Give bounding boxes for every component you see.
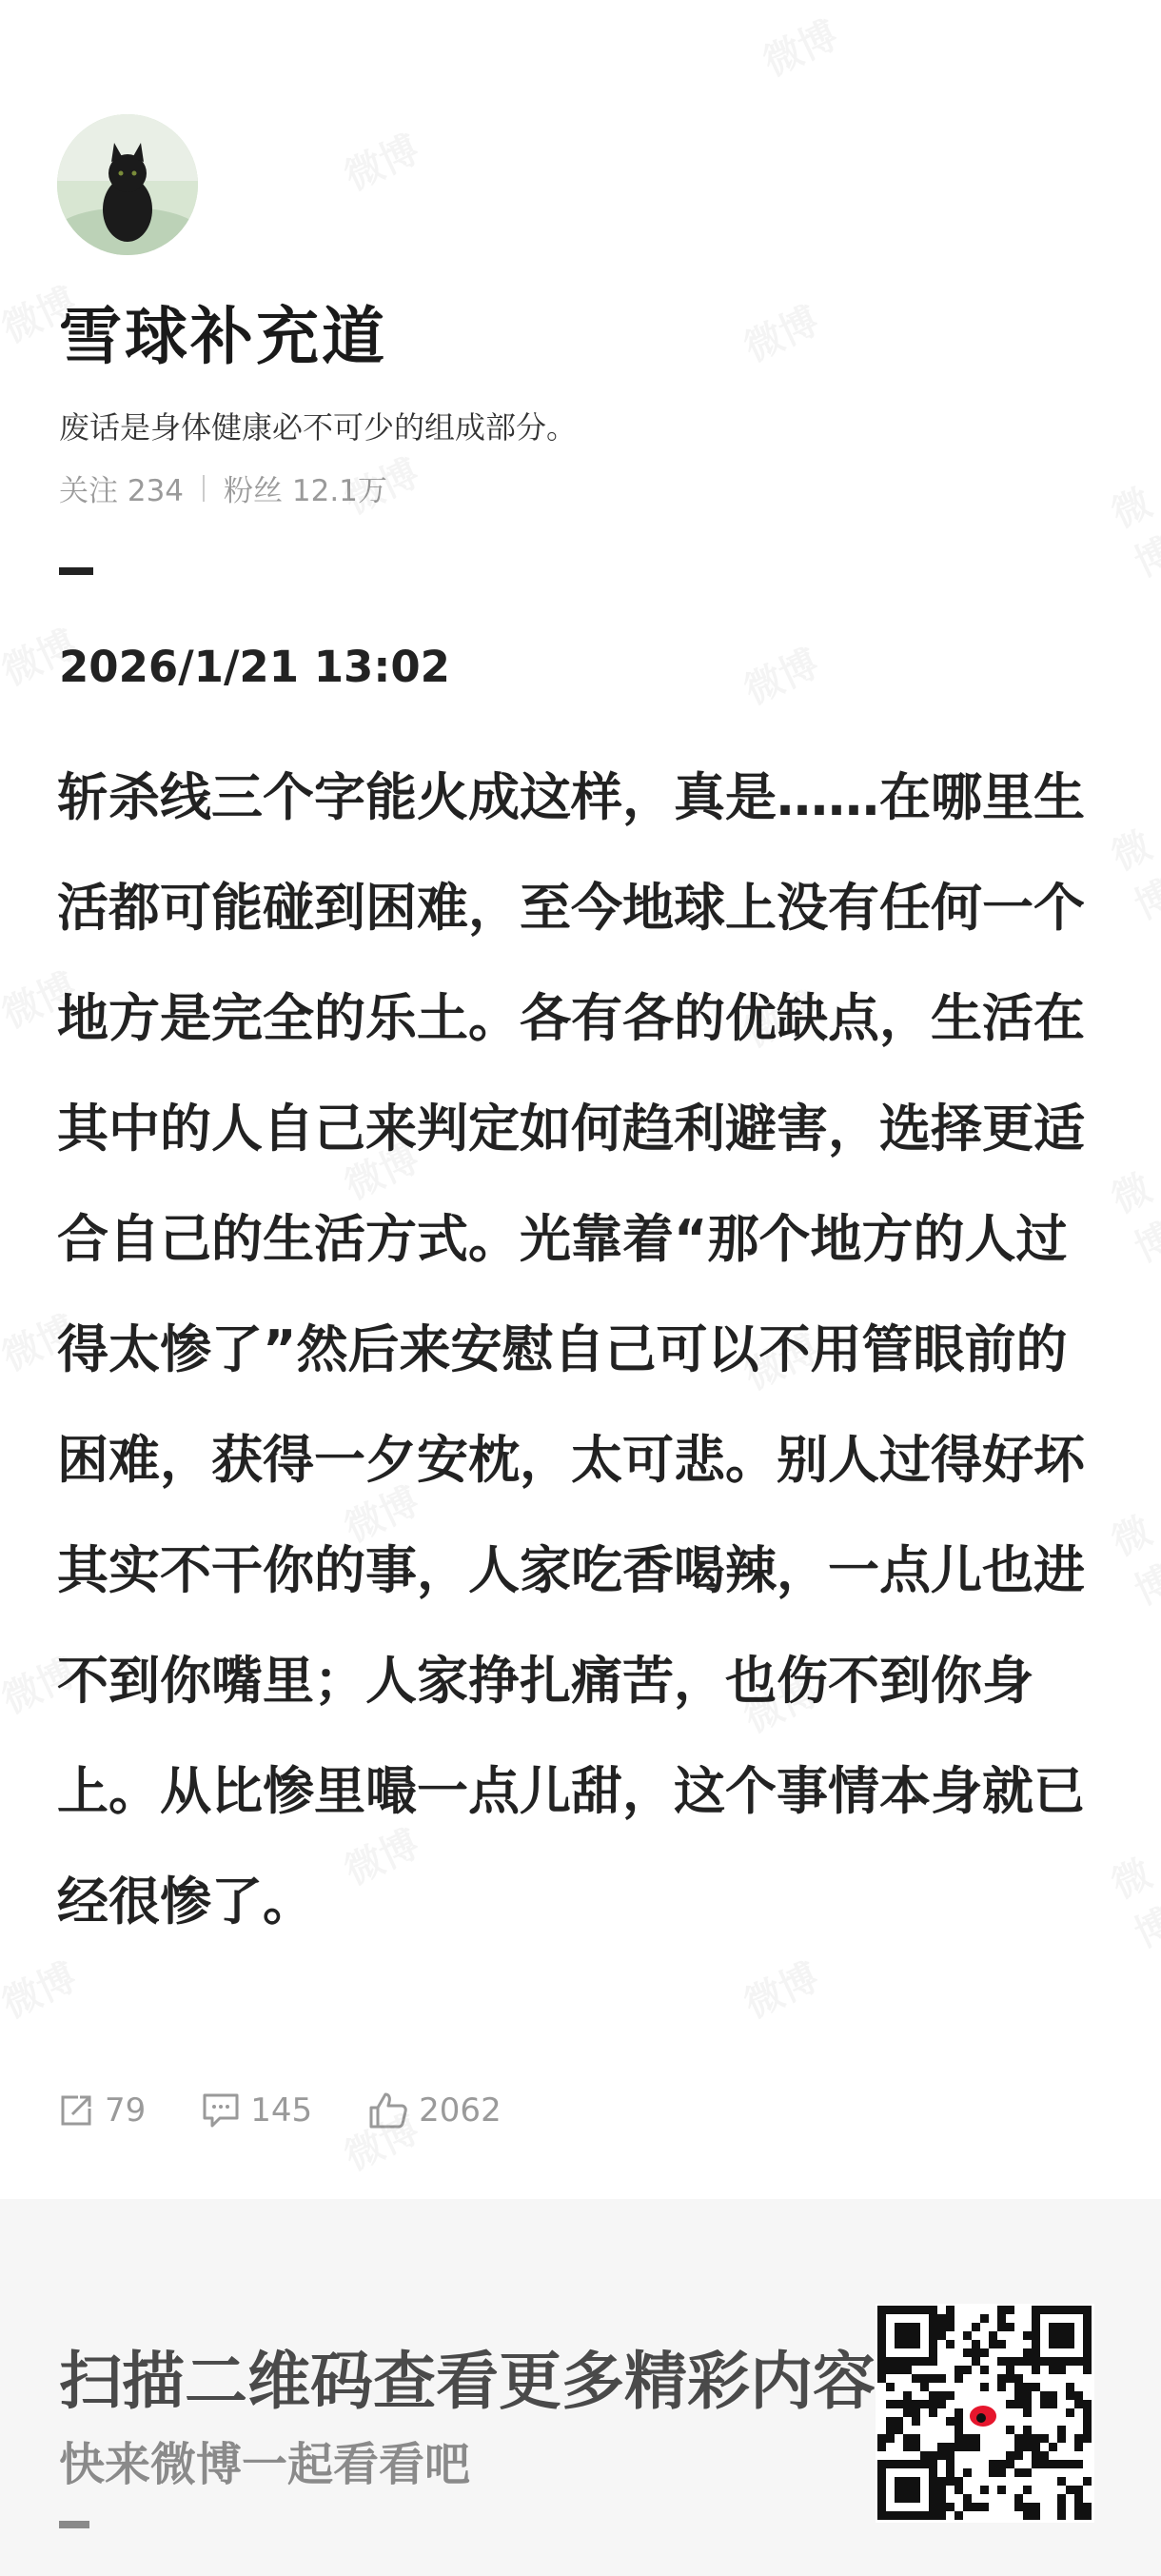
like-count: 2062	[419, 2091, 502, 2130]
repost-icon	[57, 2091, 95, 2130]
comment-count: 145	[250, 2091, 313, 2130]
comment-button[interactable]	[201, 2091, 312, 2130]
following-count[interactable]: 关注 234	[59, 474, 185, 508]
action-bar	[57, 2091, 557, 2130]
footer-divider	[59, 2521, 89, 2528]
post-content: 斩杀线三个字能火成这样，真是……在哪里生活都可能碰到困难，至今地球上没有任何一个地方是完全的乐土。各有各的优缺点，生活在其中的人自己来判定如何趋利避害，选择更适合自己的生活方式。光靠着“那个地方的人过得太惨了”然后来安慰自己可以不用管眼前的困难，获得一夕安枕，太可悲。别人过得好坏其实不干你的事，人家吃香喝辣，一点儿也进不到你嘴里；人家挣扎痛苦，也伤不到你身上。从比惨里嘬一点儿甜，这个事情本身就已经很惨了。	[57, 767, 1085, 1932]
footer-title: 扫描二维码查看更多精彩内容	[59, 2345, 876, 2418]
cat-avatar-image	[57, 114, 198, 255]
post-time: 2026/1/21 13:02	[59, 642, 450, 692]
repost-count: 79	[105, 2091, 147, 2130]
user-stats	[59, 466, 387, 509]
footer-subtitle: 快来微博一起看看吧	[59, 2438, 471, 2491]
like-button[interactable]	[367, 2091, 502, 2130]
user-name[interactable]: 雪球补充道	[59, 300, 387, 373]
user-bio: 废话是身体健康必不可少的组成部分。	[59, 409, 578, 446]
followers-count[interactable]: 粉丝 12.1万	[224, 474, 387, 508]
avatar[interactable]	[57, 114, 198, 255]
repost-button[interactable]	[57, 2091, 146, 2130]
thumbs-up-icon	[367, 2091, 409, 2130]
qr-code-image	[876, 2304, 1094, 2523]
section-divider	[59, 567, 93, 575]
footer-banner	[0, 2199, 1161, 2576]
comment-icon	[201, 2091, 241, 2130]
stats-divider	[203, 475, 205, 502]
qr-code[interactable]	[876, 2304, 1094, 2523]
